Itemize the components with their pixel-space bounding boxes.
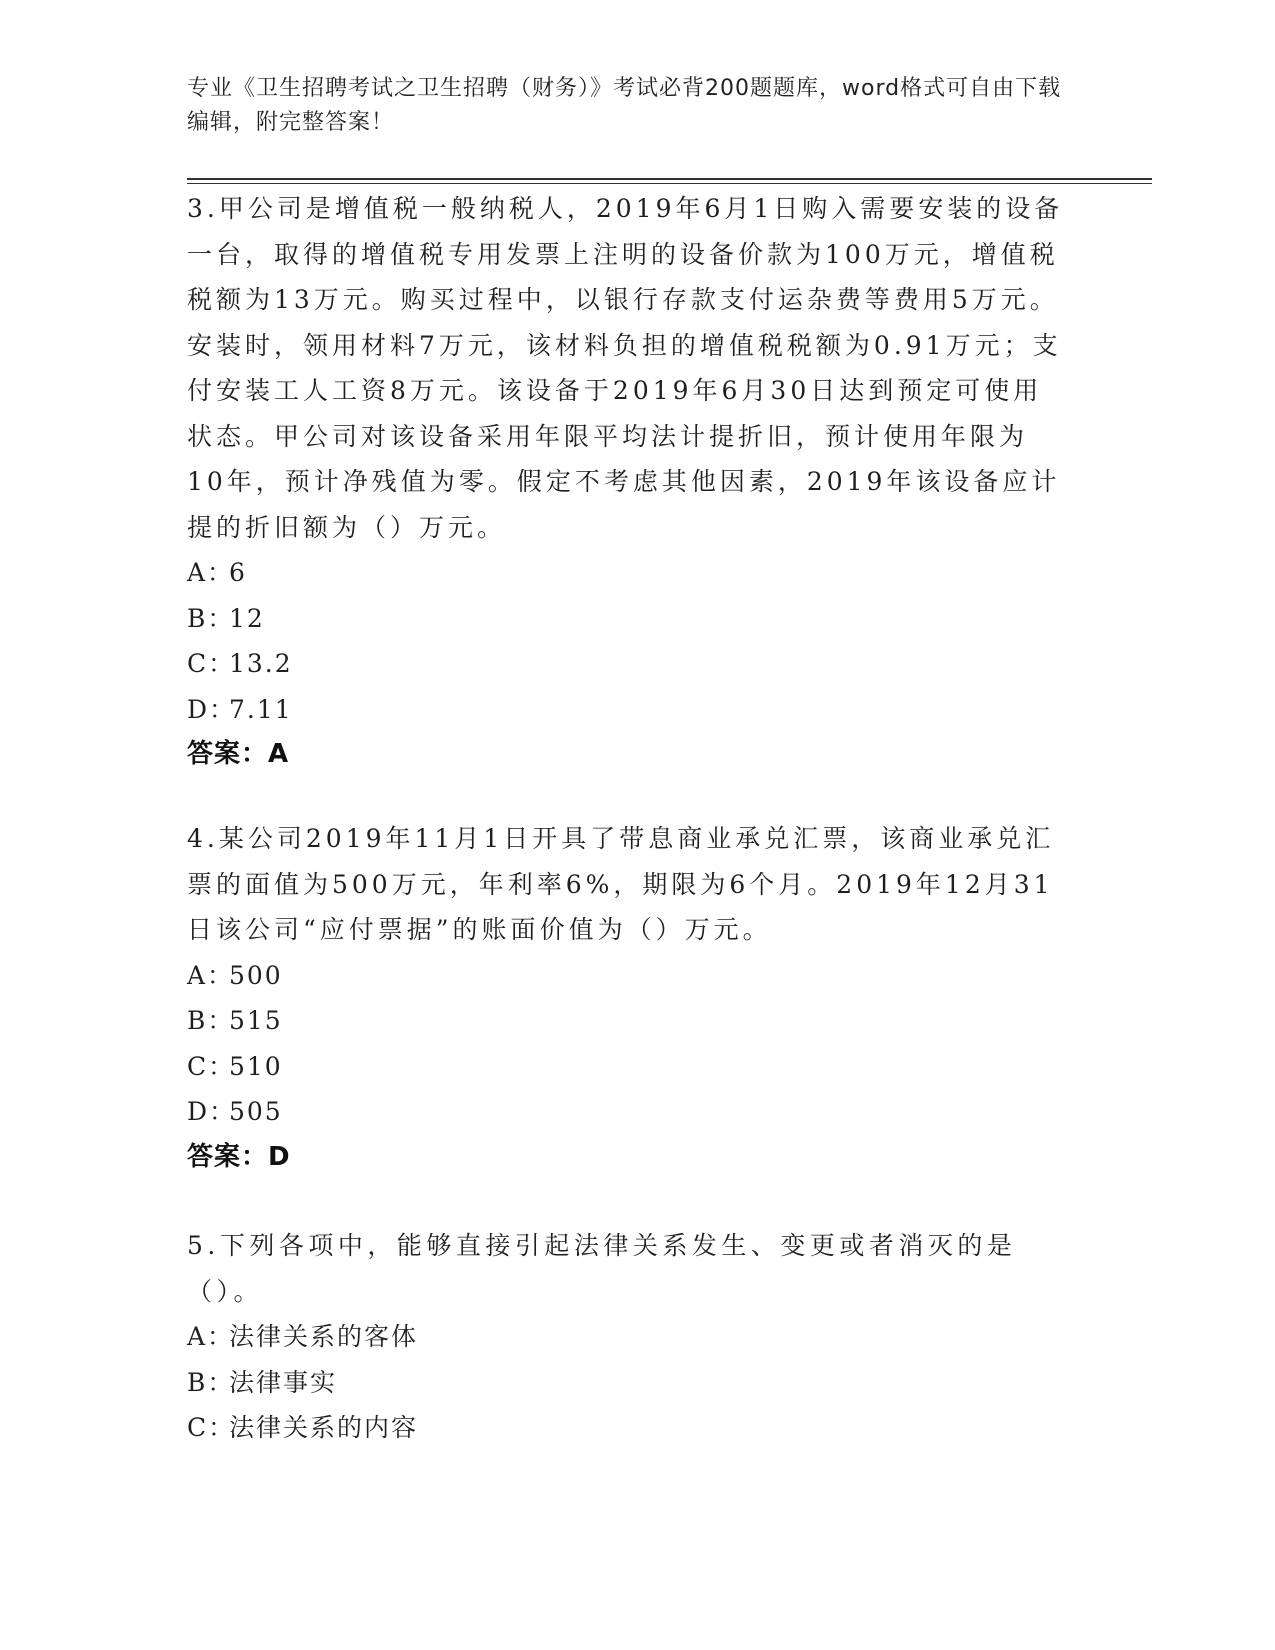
option-list	[187, 1314, 1067, 1451]
option-label: A：	[187, 558, 235, 587]
option-a	[187, 953, 1067, 999]
option-b	[187, 1360, 1067, 1406]
option-label: D：	[187, 694, 237, 724]
header-divider-thin	[187, 183, 1152, 184]
option-c	[187, 641, 1067, 687]
option-value: 500	[229, 960, 283, 990]
option-c	[187, 1405, 1067, 1451]
option-label: B：	[187, 1006, 235, 1035]
question-text: 3.甲公司是增值税一般纳税人，2019年6月1日购入需要安装的设备一台，取得的增值税专用发票上注明的设备价款为100万元，增值税税额为13万元。购买过程中，以银行存款支付运杂费等费用5万元。安装时，领用材料7万元，该材料负担的增值税税额为0.91万元；支付安装工人工资8万元。该设备于2019年6月30日达到预定可使用状态。甲公司对该设备采用年限平均法计提折旧，预计使用年限为10年，预计净残值为零。假定不考虑其他因素，2019年该设备应计提的折旧额为（）万元。	[187, 194, 1064, 542]
option-value: 7.11	[229, 694, 293, 724]
option-d	[187, 1089, 1067, 1135]
answer-line: 答案：D	[187, 1141, 291, 1172]
option-label: A：	[187, 960, 235, 990]
option-value: 法律关系的内容	[229, 1413, 419, 1442]
option-label: D：	[187, 1097, 237, 1126]
option-value: 12	[229, 603, 265, 633]
question-5	[187, 1223, 1067, 1451]
option-label: C：	[187, 1051, 236, 1081]
option-value: 法律关系的客体	[229, 1322, 419, 1351]
option-label: C：	[187, 649, 236, 678]
option-value: 510	[229, 1051, 283, 1081]
option-value: 505	[229, 1097, 283, 1126]
option-c	[187, 1044, 1067, 1090]
option-d	[187, 687, 1067, 733]
header-divider-thick	[187, 178, 1152, 180]
option-label: C：	[187, 1413, 236, 1442]
option-label: B：	[187, 1367, 235, 1397]
option-b	[187, 998, 1067, 1044]
option-value: 515	[229, 1006, 283, 1035]
question-3	[187, 186, 1067, 778]
question-text: 4.某公司2019年11月1日开具了带息商业承兑汇票，该商业承兑汇票的面值为500万元，年利率6%，期限为6个月。2019年12月31日该公司“应付票据”的账面价值为（）万元。	[187, 824, 1055, 944]
option-label: B：	[187, 603, 235, 633]
option-value: 法律事实	[229, 1367, 338, 1397]
answer-line: 答案：A	[187, 739, 290, 769]
document-header: 专业《卫生招聘考试之卫生招聘（财务）》考试必背200题题库，word格式可自由下载编辑，附完整答案！	[187, 76, 1062, 135]
option-a	[187, 550, 1067, 596]
option-value: 13.2	[229, 649, 293, 678]
option-a	[187, 1314, 1067, 1360]
option-b	[187, 596, 1067, 642]
option-list	[187, 953, 1067, 1135]
question-text: 5.下列各项中，能够直接引起法律关系发生、变更或者消灭的是（）。	[187, 1231, 1017, 1306]
question-4	[187, 816, 1067, 1180]
option-value: 6	[229, 558, 247, 587]
option-label: A：	[187, 1322, 235, 1351]
option-list	[187, 550, 1067, 732]
